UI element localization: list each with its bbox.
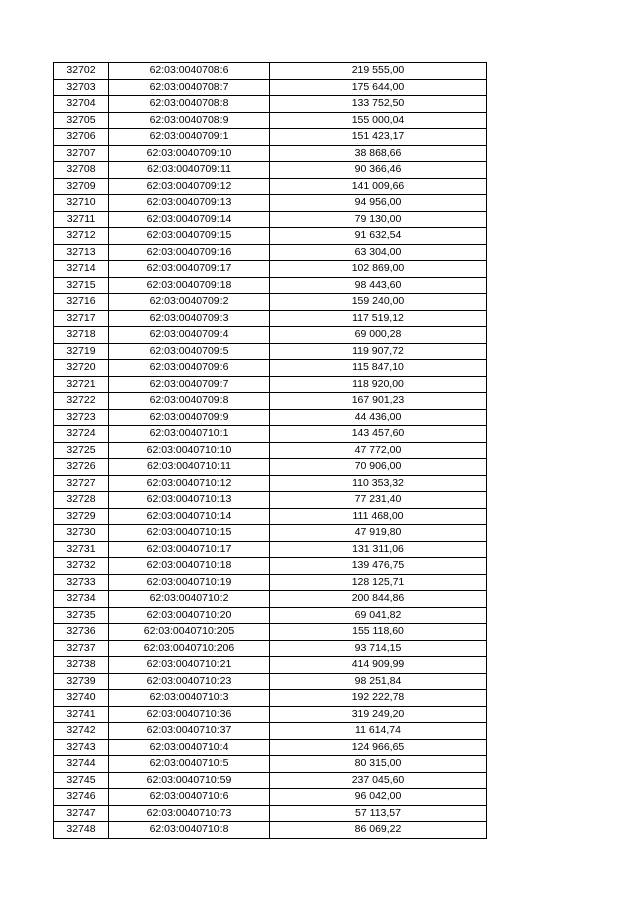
row-number: 32715 xyxy=(54,277,109,294)
cadastral-value: 63 304,00 xyxy=(270,244,487,261)
cadastral-number: 62:03:0040710:21 xyxy=(109,657,270,674)
cadastral-number: 62:03:0040709:14 xyxy=(109,211,270,228)
cadastral-value: 139 476,75 xyxy=(270,558,487,575)
table-row xyxy=(54,822,487,839)
cadastral-value: 143 457,60 xyxy=(270,426,487,443)
table-row xyxy=(54,360,487,377)
cadastral-number: 62:03:0040709:12 xyxy=(109,178,270,195)
row-number: 32710 xyxy=(54,195,109,212)
cadastral-number: 62:03:0040710:6 xyxy=(109,789,270,806)
cadastral-number: 62:03:0040710:37 xyxy=(109,723,270,740)
cadastral-value: 155 000,04 xyxy=(270,112,487,129)
cadastral-value: 77 231,40 xyxy=(270,492,487,509)
row-number: 32717 xyxy=(54,310,109,327)
cadastral-value: 237 045,60 xyxy=(270,772,487,789)
cadastral-value: 11 614,74 xyxy=(270,723,487,740)
cadastral-value: 414 909,99 xyxy=(270,657,487,674)
cadastral-number: 62:03:0040709:11 xyxy=(109,162,270,179)
row-number: 32746 xyxy=(54,789,109,806)
table-row xyxy=(54,129,487,146)
table-row xyxy=(54,805,487,822)
table-row xyxy=(54,558,487,575)
row-number: 32708 xyxy=(54,162,109,179)
table-row xyxy=(54,690,487,707)
row-number: 32725 xyxy=(54,442,109,459)
table-row xyxy=(54,277,487,294)
cadastral-number: 62:03:0040708:7 xyxy=(109,79,270,96)
table-row xyxy=(54,145,487,162)
cadastral-value: 86 069,22 xyxy=(270,822,487,839)
table-row xyxy=(54,475,487,492)
cadastral-value: 151 423,17 xyxy=(270,129,487,146)
cadastral-number: 62:03:0040709:6 xyxy=(109,360,270,377)
cadastral-number: 62:03:0040710:18 xyxy=(109,558,270,575)
cadastral-number: 62:03:0040709:15 xyxy=(109,228,270,245)
table-row xyxy=(54,607,487,624)
row-number: 32713 xyxy=(54,244,109,261)
cadastral-value: 69 000,28 xyxy=(270,327,487,344)
cadastral-value: 131 311,06 xyxy=(270,541,487,558)
table-row xyxy=(54,657,487,674)
table-row xyxy=(54,327,487,344)
cadastral-value: 133 752,50 xyxy=(270,96,487,113)
cadastral-number: 62:03:0040709:4 xyxy=(109,327,270,344)
cadastral-number: 62:03:0040710:4 xyxy=(109,739,270,756)
cadastral-number: 62:03:0040710:12 xyxy=(109,475,270,492)
row-number: 32720 xyxy=(54,360,109,377)
row-number: 32721 xyxy=(54,376,109,393)
row-number: 32703 xyxy=(54,79,109,96)
cadastral-number: 62:03:0040710:10 xyxy=(109,442,270,459)
cadastral-value: 102 869,00 xyxy=(270,261,487,278)
cadastral-number: 62:03:0040710:17 xyxy=(109,541,270,558)
row-number: 32739 xyxy=(54,673,109,690)
cadastral-number: 62:03:0040709:9 xyxy=(109,409,270,426)
cadastral-value: 70 906,00 xyxy=(270,459,487,476)
cadastral-value: 110 353,32 xyxy=(270,475,487,492)
table-row xyxy=(54,492,487,509)
cadastral-value: 167 901,23 xyxy=(270,393,487,410)
cadastral-value: 319 249,20 xyxy=(270,706,487,723)
table-row xyxy=(54,195,487,212)
row-number: 32723 xyxy=(54,409,109,426)
cadastral-value: 155 118,60 xyxy=(270,624,487,641)
cadastral-number: 62:03:0040710:3 xyxy=(109,690,270,707)
cadastral-number: 62:03:0040710:36 xyxy=(109,706,270,723)
cadastral-number: 62:03:0040709:1 xyxy=(109,129,270,146)
row-number: 32741 xyxy=(54,706,109,723)
table-row xyxy=(54,393,487,410)
row-number: 32745 xyxy=(54,772,109,789)
table-row xyxy=(54,409,487,426)
table-row xyxy=(54,79,487,96)
cadastral-number: 62:03:0040709:3 xyxy=(109,310,270,327)
cadastral-value-table xyxy=(53,62,487,839)
row-number: 32719 xyxy=(54,343,109,360)
row-number: 32702 xyxy=(54,63,109,80)
row-number: 32738 xyxy=(54,657,109,674)
row-number: 32716 xyxy=(54,294,109,311)
cadastral-number: 62:03:0040709:17 xyxy=(109,261,270,278)
row-number: 32731 xyxy=(54,541,109,558)
row-number: 32712 xyxy=(54,228,109,245)
table-row xyxy=(54,739,487,756)
cadastral-number: 62:03:0040710:13 xyxy=(109,492,270,509)
cadastral-number: 62:03:0040709:2 xyxy=(109,294,270,311)
row-number: 32734 xyxy=(54,591,109,608)
cadastral-number: 62:03:0040708:8 xyxy=(109,96,270,113)
cadastral-number: 62:03:0040710:59 xyxy=(109,772,270,789)
cadastral-value: 124 966,65 xyxy=(270,739,487,756)
cadastral-value: 47 772,00 xyxy=(270,442,487,459)
row-number: 32740 xyxy=(54,690,109,707)
row-number: 32718 xyxy=(54,327,109,344)
row-number: 32711 xyxy=(54,211,109,228)
row-number: 32730 xyxy=(54,525,109,542)
cadastral-number: 62:03:0040710:8 xyxy=(109,822,270,839)
row-number: 32735 xyxy=(54,607,109,624)
row-number: 32705 xyxy=(54,112,109,129)
row-number: 32707 xyxy=(54,145,109,162)
cadastral-number: 62:03:0040708:9 xyxy=(109,112,270,129)
cadastral-value: 117 519,12 xyxy=(270,310,487,327)
cadastral-number: 62:03:0040710:73 xyxy=(109,805,270,822)
cadastral-value: 96 042,00 xyxy=(270,789,487,806)
table-row xyxy=(54,789,487,806)
cadastral-value: 115 847,10 xyxy=(270,360,487,377)
table-row xyxy=(54,541,487,558)
table-row xyxy=(54,112,487,129)
table-row xyxy=(54,459,487,476)
cadastral-value: 141 009,66 xyxy=(270,178,487,195)
cadastral-value: 47 919,80 xyxy=(270,525,487,542)
cadastral-value: 38 868,66 xyxy=(270,145,487,162)
cadastral-value: 118 920,00 xyxy=(270,376,487,393)
row-number: 32722 xyxy=(54,393,109,410)
cadastral-number: 62:03:0040710:1 xyxy=(109,426,270,443)
table-body xyxy=(54,63,487,839)
row-number: 32737 xyxy=(54,640,109,657)
cadastral-number: 62:03:0040710:15 xyxy=(109,525,270,542)
cadastral-value: 44 436,00 xyxy=(270,409,487,426)
cadastral-value: 128 125,71 xyxy=(270,574,487,591)
row-number: 32736 xyxy=(54,624,109,641)
row-number: 32709 xyxy=(54,178,109,195)
cadastral-value: 219 555,00 xyxy=(270,63,487,80)
cadastral-value: 57 113,57 xyxy=(270,805,487,822)
table-row xyxy=(54,162,487,179)
table-row xyxy=(54,178,487,195)
cadastral-value: 159 240,00 xyxy=(270,294,487,311)
cadastral-number: 62:03:0040710:2 xyxy=(109,591,270,608)
row-number: 32728 xyxy=(54,492,109,509)
cadastral-value: 69 041,82 xyxy=(270,607,487,624)
cadastral-number: 62:03:0040709:13 xyxy=(109,195,270,212)
cadastral-number: 62:03:0040710:205 xyxy=(109,624,270,641)
table-row xyxy=(54,706,487,723)
cadastral-value: 80 315,00 xyxy=(270,756,487,773)
table-row xyxy=(54,211,487,228)
cadastral-value: 91 632,54 xyxy=(270,228,487,245)
cadastral-value: 111 468,00 xyxy=(270,508,487,525)
row-number: 32729 xyxy=(54,508,109,525)
table-row xyxy=(54,442,487,459)
cadastral-value: 79 130,00 xyxy=(270,211,487,228)
row-number: 32744 xyxy=(54,756,109,773)
row-number: 32748 xyxy=(54,822,109,839)
table-row xyxy=(54,574,487,591)
table-row xyxy=(54,723,487,740)
cadastral-number: 62:03:0040709:16 xyxy=(109,244,270,261)
table-row xyxy=(54,756,487,773)
table-row xyxy=(54,772,487,789)
table-row xyxy=(54,310,487,327)
cadastral-number: 62:03:0040710:14 xyxy=(109,508,270,525)
table-row xyxy=(54,96,487,113)
table-row xyxy=(54,525,487,542)
cadastral-number: 62:03:0040709:7 xyxy=(109,376,270,393)
table-row xyxy=(54,343,487,360)
table-row xyxy=(54,624,487,641)
row-number: 32706 xyxy=(54,129,109,146)
cadastral-value: 98 251,84 xyxy=(270,673,487,690)
cadastral-value: 200 844,86 xyxy=(270,591,487,608)
table-row xyxy=(54,244,487,261)
cadastral-number: 62:03:0040710:11 xyxy=(109,459,270,476)
row-number: 32733 xyxy=(54,574,109,591)
table-row xyxy=(54,228,487,245)
cadastral-value: 175 644,00 xyxy=(270,79,487,96)
row-number: 32732 xyxy=(54,558,109,575)
table-row xyxy=(54,673,487,690)
row-number: 32747 xyxy=(54,805,109,822)
table-row xyxy=(54,376,487,393)
table-row xyxy=(54,426,487,443)
cadastral-number: 62:03:0040709:5 xyxy=(109,343,270,360)
row-number: 32727 xyxy=(54,475,109,492)
cadastral-value: 94 956,00 xyxy=(270,195,487,212)
cadastral-number: 62:03:0040710:19 xyxy=(109,574,270,591)
table-row xyxy=(54,508,487,525)
table-row xyxy=(54,591,487,608)
cadastral-number: 62:03:0040710:5 xyxy=(109,756,270,773)
row-number: 32724 xyxy=(54,426,109,443)
cadastral-number: 62:03:0040709:18 xyxy=(109,277,270,294)
cadastral-number: 62:03:0040709:10 xyxy=(109,145,270,162)
cadastral-value: 90 366,46 xyxy=(270,162,487,179)
cadastral-number: 62:03:0040709:8 xyxy=(109,393,270,410)
table-row xyxy=(54,63,487,80)
cadastral-value: 98 443,60 xyxy=(270,277,487,294)
cadastral-value: 192 222,78 xyxy=(270,690,487,707)
row-number: 32704 xyxy=(54,96,109,113)
cadastral-number: 62:03:0040710:23 xyxy=(109,673,270,690)
cadastral-number: 62:03:0040710:206 xyxy=(109,640,270,657)
row-number: 32743 xyxy=(54,739,109,756)
table-row xyxy=(54,261,487,278)
table-row xyxy=(54,294,487,311)
row-number: 32742 xyxy=(54,723,109,740)
row-number: 32714 xyxy=(54,261,109,278)
table-row xyxy=(54,640,487,657)
cadastral-value: 119 907,72 xyxy=(270,343,487,360)
cadastral-value: 93 714,15 xyxy=(270,640,487,657)
cadastral-number: 62:03:0040708:6 xyxy=(109,63,270,80)
cadastral-number: 62:03:0040710:20 xyxy=(109,607,270,624)
row-number: 32726 xyxy=(54,459,109,476)
